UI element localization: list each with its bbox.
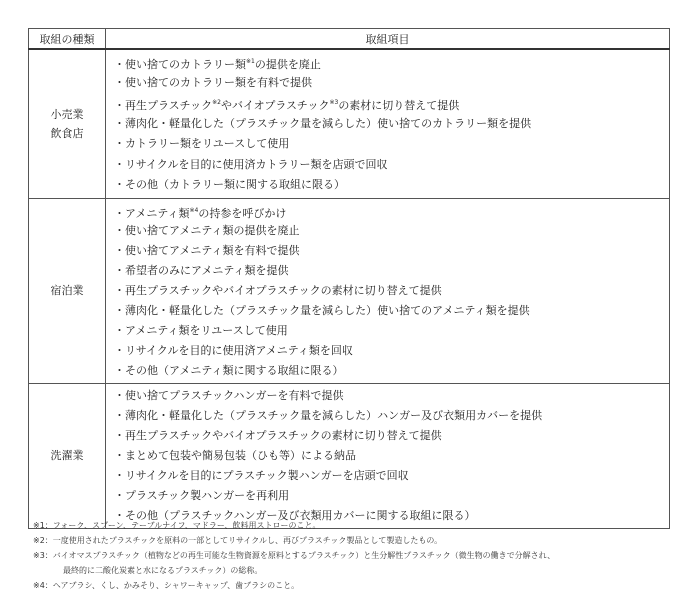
- list-item: [114, 466, 669, 486]
- item-text: ・使い捨てプラスチックハンガーを有料で提供: [114, 388, 344, 402]
- item-text: ・カトラリー類をリユースして使用: [114, 137, 290, 150]
- item-text: ・再生プラスチック: [114, 99, 213, 112]
- footnote-text: 最終的に二酸化炭素と水になるプラスチック）の総称。: [63, 566, 263, 575]
- list-item: [114, 486, 669, 506]
- category-cell: [29, 383, 106, 528]
- footnotes: [33, 518, 555, 593]
- item-text: ・使い捨てのカトラリー類: [114, 58, 246, 71]
- item-text: ・リサイクルを目的に使用済アメニティ類を回収: [114, 343, 353, 357]
- category-label: 洗濯業: [50, 449, 84, 462]
- footnote: [33, 578, 555, 593]
- footnote-ref: ※4: [189, 206, 199, 214]
- list-item: [114, 73, 669, 94]
- category-cell: [29, 198, 106, 383]
- item-text: ・その他（カトラリー類に関する取組に限る）: [114, 178, 345, 191]
- list-item: [114, 386, 669, 406]
- item-text: ・その他（プラスチックハンガー及び衣類用カバーに関する取組に限る）: [114, 508, 476, 522]
- item-text: ・まとめて包装や簡易包装（ひも等）による納品: [114, 448, 356, 462]
- footnote-text: ※4：ヘアブラシ、くし、かみそり、シャワーキャップ、歯ブラシのこと。: [33, 581, 300, 590]
- footnote-text: ※2：一度使用されたプラスチックを原料の一部としてリサイクルし、再びプラスチック製品として製造したもの。: [33, 536, 443, 545]
- footnote: [33, 548, 555, 563]
- item-text: ・プラスチック製ハンガーを再利用: [114, 488, 290, 502]
- item-text: ・再生プラスチックやバイオプラスチックの素材に切り替えて提供: [114, 428, 442, 442]
- category-label: 飲食店: [50, 126, 84, 140]
- footnote-ref: ※3: [329, 99, 339, 106]
- table-row: [29, 383, 670, 528]
- item-text: やバイオプラスチック: [220, 99, 330, 112]
- item-text: の素材に切り替えて提供: [338, 99, 460, 112]
- list-item: [114, 221, 669, 241]
- footnote-ref: ※1: [246, 58, 255, 65]
- item-text: ・アメニティ類をリユースして使用: [114, 323, 288, 337]
- footnote-text: ※1：フォーク、スプーン、テーブルナイフ、マドラー、飲料用ストローのこと。: [33, 521, 321, 530]
- list-item: [114, 301, 669, 321]
- list-item: [114, 361, 669, 381]
- list-item: [114, 406, 669, 426]
- list-item: [114, 321, 669, 341]
- item-text: ・アメニティ類: [114, 206, 190, 220]
- item-text: の持参を呼びかけ: [198, 206, 287, 220]
- items-cell: [106, 383, 670, 528]
- list-item: [114, 261, 669, 281]
- item-text: ・その他（アメニティ類に関する取組に限る）: [114, 363, 344, 377]
- footnote-text: ※3：バイオマスプラスチック（植物などの再生可能な生物資源を原料とするプラスチック）と生分解性プラスチック（微生物の働きで分解され、: [33, 551, 556, 560]
- item-text: の提供を廃止: [254, 58, 321, 71]
- item-text: ・使い捨てアメニティ類の提供を廃止: [114, 223, 300, 237]
- list-item: [114, 241, 669, 261]
- initiatives-table: [28, 28, 670, 529]
- header-category: 取組の種類: [29, 29, 106, 50]
- footnote: [33, 563, 555, 578]
- list-item: [114, 155, 669, 176]
- item-text: ・リサイクルを目的に使用済カトラリー類を店頭で回収: [114, 157, 388, 171]
- footnote: [33, 518, 555, 533]
- table-row: [29, 49, 670, 198]
- item-text: ・再生プラスチックやバイオプラスチックの素材に切り替えて提供: [114, 283, 442, 297]
- list-item: [114, 175, 669, 196]
- category-label: 小売業: [50, 107, 84, 121]
- header-items: 取組項目: [106, 29, 670, 50]
- item-text: ・薄肉化・軽量化した（プラスチック量を減らした）使い捨てのカトラリー類を提供: [114, 116, 532, 130]
- list-item: [114, 201, 669, 221]
- list-item: [114, 93, 669, 114]
- list-item: [114, 281, 669, 301]
- items-cell: [106, 198, 670, 383]
- table-row: [29, 198, 670, 383]
- footnote-ref: ※2: [212, 99, 221, 106]
- item-text: ・薄肉化・軽量化した（プラスチック量を減らした）ハンガー及び衣類用カバーを提供: [114, 408, 543, 422]
- item-text: ・リサイクルを目的にプラスチック製ハンガーを店頭で回収: [114, 468, 409, 482]
- item-text: ・希望者のみにアメニティ類を提供: [114, 263, 289, 277]
- list-item: [114, 341, 669, 361]
- item-text: ・使い捨てアメニティ類を有料で提供: [114, 243, 300, 257]
- list-item: [114, 114, 669, 135]
- list-item: [114, 426, 669, 446]
- list-item: [114, 52, 669, 73]
- item-text: ・使い捨てのカトラリー類を有料で提供: [114, 75, 312, 89]
- list-item: [114, 134, 669, 155]
- items-cell: [106, 49, 670, 198]
- item-text: ・薄肉化・軽量化した（プラスチック量を減らした）使い捨てのアメニティ類を提供: [114, 303, 530, 317]
- footnote: [33, 533, 555, 548]
- list-item: [114, 446, 669, 466]
- category-label: 宿泊業: [50, 284, 84, 297]
- category-cell: [29, 49, 106, 198]
